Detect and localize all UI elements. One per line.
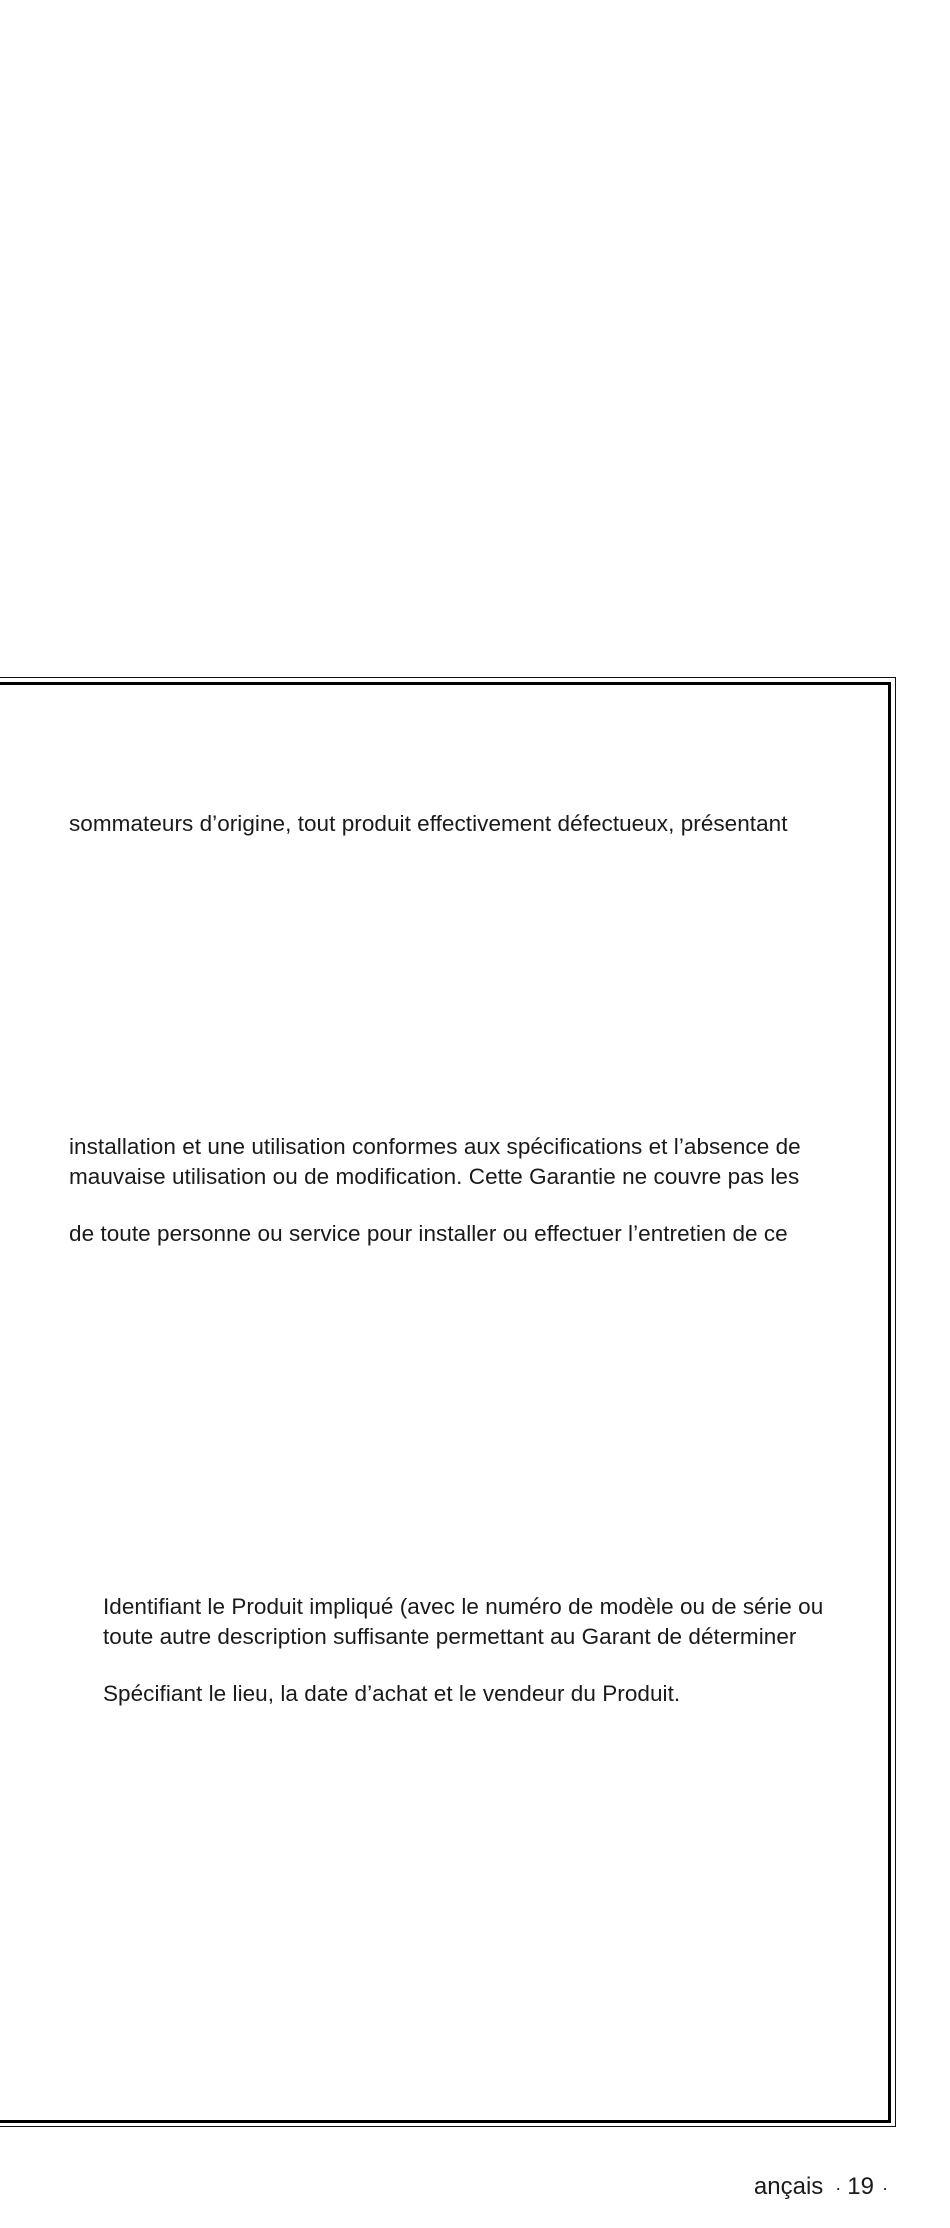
page-number: 19 <box>847 2173 874 2200</box>
body-text-line: installation et une utilisation conformes aux spécifications et l’absence de <box>69 1134 801 1159</box>
page-footer <box>754 2172 888 2203</box>
list-item-text-line: Spécifiant le lieu, la date d’achat et le vendeur du Produit. <box>103 1681 681 1706</box>
list-item-text-line: toute autre description suffisante permettant au Garant de déterminer <box>103 1624 797 1649</box>
footer-bullet: · <box>835 2177 842 2198</box>
warranty-box-inner-border <box>0 682 891 2123</box>
body-text-line: de toute personne ou service pour installer ou effectuer l’entretien de ce <box>69 1221 788 1246</box>
footer-language-label: ançais <box>753 2173 824 2200</box>
body-text-line: sommateurs d’origine, tout produit effectivement défectueux, présentant <box>69 811 788 836</box>
list-item-text-line: Identifiant le Produit impliqué (avec le numéro de modèle ou de série ou <box>103 1594 824 1619</box>
footer-bullet: · <box>882 2177 888 2198</box>
body-text-line: mauvaise utilisation ou de modification. Cette Garantie ne couvre pas les <box>69 1164 800 1189</box>
